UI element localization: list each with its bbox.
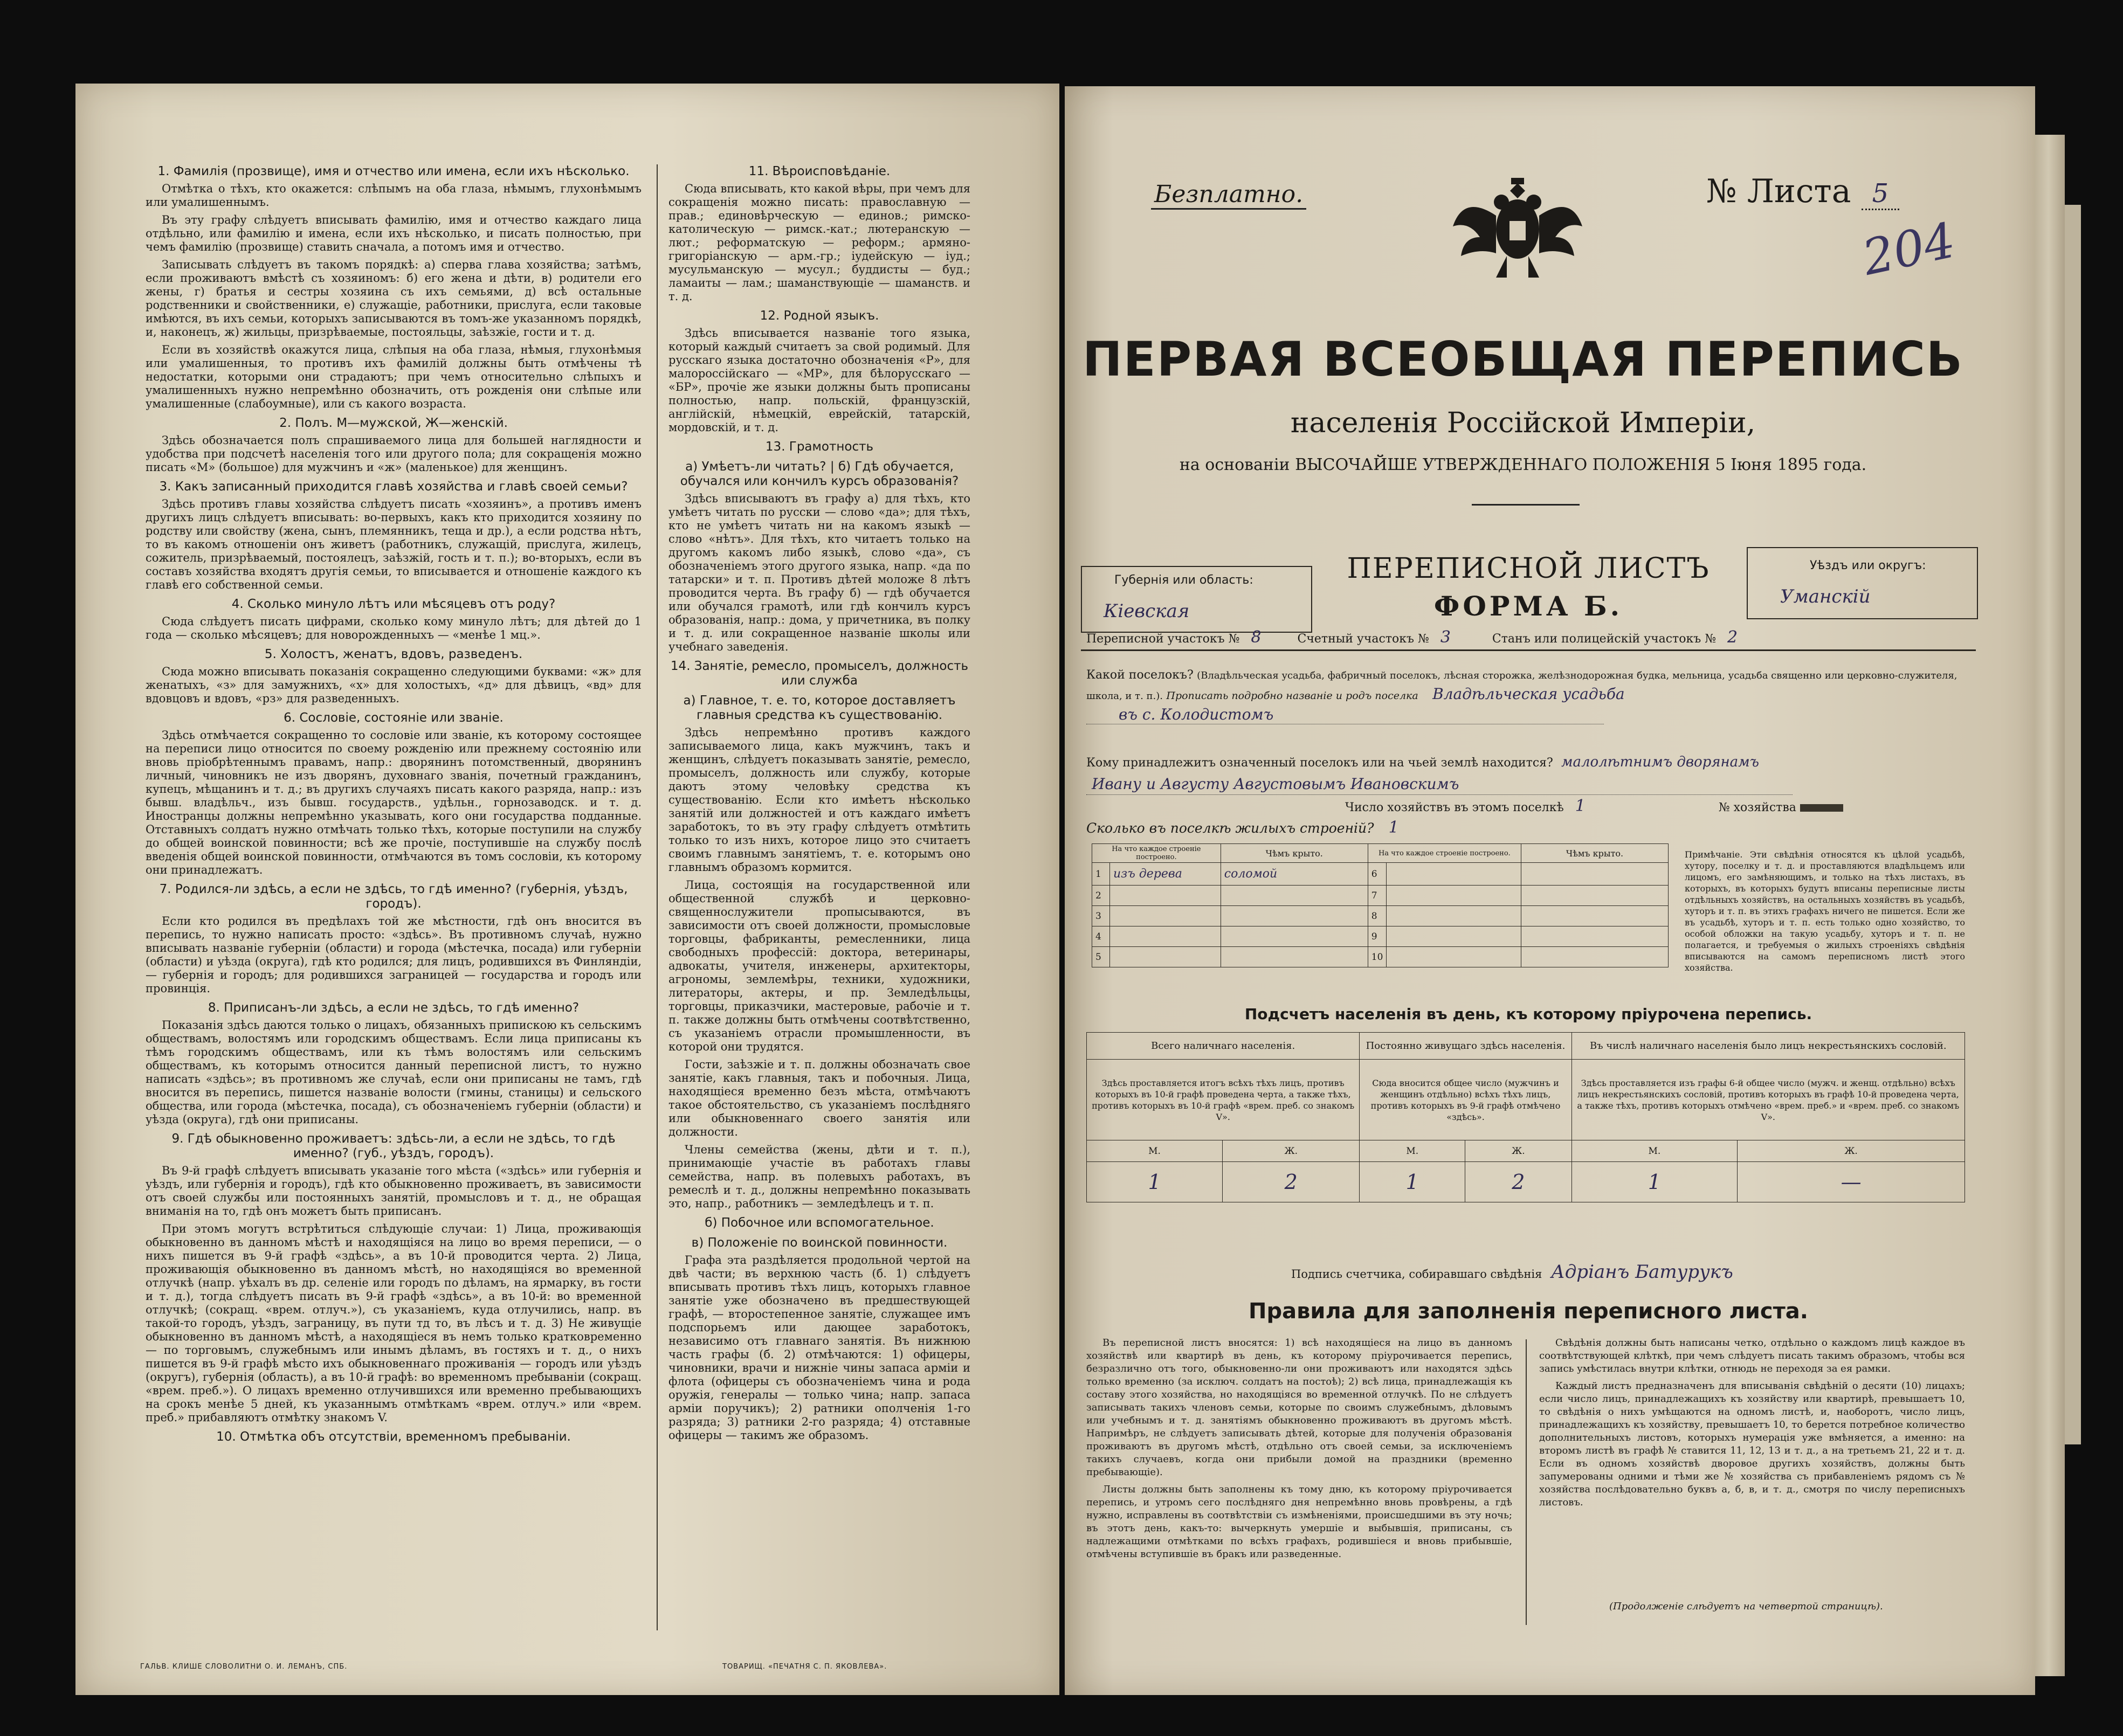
- rules-left-column: [1086, 1337, 1512, 1565]
- stan-label: Станъ или полицейскій участокъ №: [1492, 632, 1717, 646]
- signature-value: Адріанъ Батурукъ: [1551, 1261, 1733, 1283]
- paragraph: Записывать слѣдуетъ въ такомъ порядкѣ: а) сперва глава хозяйства; затѣмъ, если проживаютъ вмѣстѣ съ хозяиномъ: б) его жена и дѣти, в) родители его жены, г) братья и сестры хозяина съ ихъ семьями, д) всѣ остальные родственники и свойственники, е) служащіе, работники, прислуга, если таковые имѣются, въ ихъ семьи, которыхъ записываются въ томъ-же указанномъ порядкѣ, и, наконецъ, ж) жильцы, призрѣваемые, постояльцы, заѣзжіе, гости и т. д.: [146, 258, 642, 338]
- table-cell: [1387, 947, 1521, 967]
- table-cell: 2: [1092, 886, 1110, 906]
- paragraph: Отмѣтка о тѣхъ, кто окажется: слѣпымъ на оба глаза, нѣмымъ, глухонѣмымъ или умалишеннымъ.: [146, 182, 642, 209]
- buildings-col-header: Чѣмъ крыто.: [1221, 844, 1368, 863]
- paragraph: Здѣсь отмѣчается сокращенно то сословіе или званіе, къ которому состоящее на переписи лицо относится по своему рожденію или прежнему состоянію или вновь пріобрѣтеннымъ правамъ, напр.: дворянинъ потомственный, дворянинъ личный, чиновникъ не изъ дворянъ, духовнаго званія, почетный гражданинъ, купецъ, мѣщанинъ и т. д.; въ другихъ случаяхъ писать какого разряда, напр.: изъ бывш. владѣльч., изъ бывш. государств., удѣльн., горнозаводск. и т. д. Иностранцы должны непремѣнно указывать, кого они государства подданные. Отставныхъ солдатъ нужно отмѣчать только тѣхъ, которые поступили на службу до общей воинской повинности; всѣ же прочіе, поступившіе на службу послѣ введенія общей воинской повинности, отмѣчаются въ томъ сословіи, къ которому они принадлежатъ.: [146, 729, 642, 876]
- section-heading: 14. Занятіе, ремесло, промыселъ, должность или служба: [670, 659, 969, 688]
- gubernia-value: Кіевская: [1104, 600, 1190, 622]
- table-cell: 1: [1092, 863, 1110, 886]
- poselok-line: [1086, 666, 1960, 724]
- stan-value: 2: [1727, 628, 1738, 647]
- table-cell: [1221, 886, 1368, 906]
- signature-line: [1291, 1261, 1733, 1283]
- free-stamp: [1151, 181, 1306, 210]
- table-cell: [1387, 906, 1521, 926]
- left-column-instructions-1: [146, 159, 642, 1448]
- imperial-eagle-emblem: [1448, 162, 1588, 291]
- sheet-number: [1706, 172, 1899, 210]
- tally-desc: Здѣсь проставляется итогъ всѣхъ тѣхъ лицъ, противъ которыхъ въ 10-й графѣ проведена черта, а также тѣхъ, противъ которыхъ въ 10-й графѣ «врем. преб. со знакомъ V».: [1087, 1060, 1360, 1140]
- table-cell: [1221, 947, 1368, 967]
- section-heading: 8. Приписанъ-ли здѣсь, а если не здѣсь, то гдѣ именно?: [208, 1001, 580, 1015]
- gubernia-box: [1081, 566, 1312, 633]
- section-heading: 7. Родился-ли здѣсь, а если не здѣсь, то гдѣ именно? (губернія, уѣздъ, городъ).: [159, 882, 628, 911]
- paragraph: Члены семейства (жены, дѣти и т. п.), принимающіе участіе въ работахъ главы семейства, напр. въ полевыхъ работахъ, въ ремеслѣ и т. д., должны непремѣнно показывать это, напр., работникъ — земледѣлецъ и т. п.: [668, 1143, 970, 1210]
- population-tally-table: [1086, 1032, 1965, 1202]
- rules-divider: [1526, 1339, 1527, 1625]
- uchastok-value: 8: [1251, 628, 1262, 647]
- section-heading: 12. Родной языкъ.: [760, 309, 879, 323]
- paragraph: Если кто родился въ предѣлахъ той же мѣстности, гдѣ онъ вносится въ перепись, то нужно написать просто: «здѣсь». Въ противномъ случаѣ, нужно вписывать названіе губерніи (области) и города (мѣстечка, посада) или губерніи (области) и уѣзда (округа), гдѣ кто родился; для лицъ, родившихся въ Финляндіи, — губернія и городъ; для родившихся заграницей — государства и городъ или провинція.: [146, 915, 642, 995]
- section-heading: 9. Гдѣ обыкновенно проживаетъ: здѣсь-ли, а если не здѣсь, то гдѣ именно? (губ., уѣздъ, городъ).: [171, 1132, 616, 1160]
- table-cell: [1521, 926, 1669, 947]
- household-number-label: № хозяйства: [1718, 801, 1796, 814]
- uezd-label: Уѣздъ или округъ:: [1810, 559, 1926, 572]
- left-column-instructions-2: [668, 159, 970, 1447]
- column-divider: [657, 164, 658, 1630]
- page-stack-edge: [2065, 205, 2081, 1444]
- paragraph: Графа эта раздѣляется продольной чертой на двѣ части; въ верхнюю часть (б. 1) слѣдуетъ вписывать противъ тѣхъ лицъ, которыхъ главное занятіе уже обозначено въ предшествующей графѣ, — второстепенное занятіе, служащее имъ подспорьемъ или дающее заработокъ, независимо отъ главнаго занятія. Въ нижнюю часть графы (б. 2) отмѣчаются: 1) офицеры, чиновники, врачи и нижніе чины запаса армiи и флота (офицеры съ обозначеніемъ чина и рода оружія, генералы — только чина; напр. запаса армiи поручикъ); 2) ратники ополченія 1-го разряда; 3) ратники 2-го разряда; 4) отставные офицеры — такимъ же образомъ.: [668, 1254, 970, 1442]
- section-heading: 2. Полъ. М—мужской, Ж—женскій.: [279, 416, 508, 430]
- male-label: М.: [1360, 1140, 1465, 1162]
- legal-basis: на основаніи ВЫСОЧАЙШЕ УТВЕРЖДЕННАГО ПОЛОЖЕНІЯ 5 Іюня 1895 года.: [1179, 455, 1867, 474]
- section-heading: 11. Вѣроисповѣданіе.: [748, 164, 891, 178]
- paragraph: Здѣсь вписываютъ въ графу а) для тѣхъ, кто умѣетъ читать по русски — слово «да»; для тѣхъ, кто не умѣетъ читать ни на какомъ языкѣ — слово «нѣтъ». Для тѣхъ, кто читаетъ только на другомъ какомъ либо языкѣ, слово «да», съ обозначеніемъ этого другого языка, напр. «да по татарски» и т. п. Противъ дѣтей моложе 8 лѣтъ проводится черта. Въ графу б) — гдѣ обучается или обучался грамотѣ, или гдѣ кончилъ курсъ образованія, напр.: дома, у причетника, въ полку и т. д. или сокращенное названіе школы или учебнаго заведенія.: [668, 492, 970, 653]
- left-page: [75, 84, 1059, 1695]
- table-cell: [1110, 906, 1221, 926]
- poselok-label: Какой поселокъ?: [1086, 668, 1194, 682]
- table-cell: 4: [1092, 926, 1110, 947]
- owner-value-2: Ивану и Августу Августовымъ Ивановскимъ: [1086, 774, 1793, 795]
- tally-value: 2: [1465, 1162, 1571, 1202]
- paragraph: Сюда можно вписывать показанія сокращенно следующими буквами: «ж» для женатыхъ, «з» для замужнихъ, «х» для холостыхъ, «д» для дѣвицъ, «вд» для вдовцовъ и вдовъ, «рз» для разведенныхъ.: [146, 665, 642, 705]
- uezd-value: Уманскій: [1780, 586, 1871, 607]
- rule-paragraph: Листы должны быть заполнены къ тому дню, къ которому пріурочивается перепись, и утромъ сего послѣдняго дня непремѣнно вновь провѣрены, а гдѣ нужно, исправлены въ соотвѣтствіи съ измѣненіями, происшедшими въ эту ночь; въ этотъ день, какъ-то: вычеркнуть умершіе и выбывшія, приписаны, съ надлежащими отмѣтками по всѣхъ графахъ, родившіеся и вновь прибывшіе, отмѣчены вступившіе въ бракъ или разведенные.: [1086, 1484, 1512, 1560]
- schet-value: 3: [1440, 628, 1451, 647]
- printer-imprint-right: ТОВАРИЩ. «ПЕЧАТНЯ С. П. ЯКОВЛЕВА».: [722, 1663, 887, 1671]
- paragraph: Здѣсь обозначается полъ спрашиваемого лица для большей наглядности и удобства при подсчетѣ населенія того или другого пола; для сокращенія можно писать «М» (большое) для мужчинъ и «ж» (маленькое) для женщинъ.: [146, 434, 642, 474]
- household-count-line: [1345, 797, 1965, 815]
- separator: [1472, 504, 1580, 506]
- table-cell: изъ дерева: [1110, 863, 1221, 886]
- table-cell: [1110, 926, 1221, 947]
- section-heading: 5. Холостъ, женатъ, вдовъ, разведенъ.: [264, 647, 523, 661]
- paragraph: Здѣсь вписывается названіе того языка, который каждый считаетъ за свой родимый. Для русскаго языка достаточно обозначенія «Р», для малороссійскаго — «МР», для бѣлорусскаго — «БР», прочіе же языки должны быть прописаны полностью, напр. польскій, французскій, англійскій, нѣмецкій, еврейскій, татарскій, мордовскій, и т. д.: [668, 327, 970, 434]
- sheet-number-value: 5: [1862, 178, 1900, 210]
- tally-headers: [1087, 1033, 1965, 1060]
- table-cell: 8: [1368, 906, 1387, 926]
- form-title-1: ПЕРЕПИСНОЙ ЛИСТЪ: [1347, 552, 1710, 585]
- poselok-hint2: Прописать подробно названіе и родъ поселка: [1166, 690, 1418, 702]
- tally-value: 1: [1360, 1162, 1465, 1202]
- table-row: [1092, 906, 1669, 926]
- household-count-label: Число хозяйствъ въ этомъ поселкѣ: [1345, 801, 1564, 814]
- rules-right-column: [1539, 1337, 1965, 1513]
- household-count-value: 1: [1575, 797, 1586, 815]
- district-line: [1086, 628, 1960, 647]
- rule-paragraph: Свѣдѣнія должны быть написаны четко, отдѣльно о каждомъ лицѣ каждое въ соотвѣтствующей клѣткѣ, при чемъ слѣдуетъ писать такимъ образомъ, чтобы вся запись умѣстилась внутри клѣтки, отнюдь не переходя за ея рамки.: [1539, 1337, 1965, 1374]
- table-cell: [1387, 926, 1521, 947]
- tally-descriptions: [1087, 1060, 1965, 1140]
- uchastok-label: Переписной участокъ №: [1086, 632, 1240, 646]
- section-heading: 10. Отмѣтка объ отсутствіи, временномъ пребываніи.: [216, 1430, 571, 1444]
- poselok-value-1: Владѣльческая усадьба: [1432, 685, 1625, 703]
- section-heading: а) Главное, т. е. то, которое доставляетъ главныя средства къ существованію.: [683, 694, 956, 722]
- table-cell: [1521, 947, 1669, 967]
- table-cell: 6: [1368, 863, 1387, 886]
- buildings-col-header: На что каждое строеніе построено.: [1368, 844, 1521, 863]
- tally-value: 2: [1223, 1162, 1360, 1202]
- paragraph: Здѣсь непремѣнно противъ каждого записываемого лица, какъ мужчинъ, такъ и женщинъ, слѣдуетъ показывать занятіе, ремесло, промыселъ, должность или службу, которые даютъ этому человѣку средства къ существованію. Если кто имѣетъ нѣсколько занятій или должностей и отъ каждаго имѣетъ заработокъ, то въ эту графу слѣдуетъ отмѣтить только то изъ нихъ, которое лицо это считаетъ своимъ главнымъ занятіемъ, т. е. которымъ оно главнымъ образомъ кормится.: [668, 726, 970, 874]
- owner-label: Кому принадлежитъ означенный поселокъ или на чьей землѣ находится?: [1086, 756, 1553, 770]
- table-cell: 3: [1092, 906, 1110, 926]
- signature-label: Подпись счетчика, собиравшаго свѣдѣнія: [1291, 1268, 1542, 1281]
- section-heading: 3. Какъ записанный приходится главѣ хозяйства и главѣ своей семьи?: [159, 480, 628, 494]
- section-heading: 1. Фамилія (прозвище), имя и отчество или имена, если ихъ нѣсколько.: [157, 164, 630, 178]
- male-label: М.: [1087, 1140, 1223, 1162]
- paragraph: Сюда слѣдуетъ писать цифрами, сколько кому минуло лѣтъ; для дѣтей до 1 года — сколько мѣсяцевъ; для новорожденныхъ — «менѣе 1 мц.».: [146, 615, 642, 641]
- female-label: Ж.: [1738, 1140, 1965, 1162]
- paragraph: Здѣсь противъ главы хозяйства слѣдуетъ писать «хозяинъ», а противъ именъ другихъ лицъ слѣдуетъ вписывать: во-первыхъ, какъ кто приходится хозяину по родству или свойству (жена, сынъ, племянникъ, теща и др.), а если родства нѣтъ, то въ какомъ отношеніи онъ живетъ (работникъ, служащій, прислуга, жилецъ, сожитель, призрѣваемый, постоялецъ, заѣзжій, гость и т. п.); во-вторыхъ, если въ составъ хозяйства входятъ другія семьи, то вписывается и отношеніе каждого къ главѣ его собственной семьи.: [146, 497, 642, 591]
- paragraph: Лица, состоящія на государственной или общественной службѣ и церковно-священнослужители пропысываются, въ зависимости отъ своей должности, промысловые торговцы, фабриканты, ремесленники, лица свободныхъ профессій: доктора, ветеринары, адвокаты, учителя, инженеры, архитекторы, агрономы, землемѣры, техники, художники, литераторы, актеры, и пр. Земледѣльцы, торговцы, приказчики, мастеровые, рабочіе и т. п. также должны быть отмѣчены соотвѣтственно, съ указаніемъ отрасли промышленности, въ которой они трудятся.: [668, 879, 970, 1053]
- table-cell: [1521, 886, 1669, 906]
- tally-col-header: Всего наличнаго населенія.: [1087, 1033, 1360, 1060]
- paragraph: Сюда вписывать, кто какой вѣры, при чемъ для сокращенія можно писать: православную — прав.; единовѣрческую — единов.; римско-католическую — римск.-кат.; лютеранскую — лют.; реформатскую — реформ.; армяно-григоріанскую — арм.-гр.; іудейскую — іуд.; мусульманскую — мусул.; буддисты — буд.; ламаиты — лам.; шаманствующіе — шаманств. и т. д.: [668, 182, 970, 303]
- owner-value-1: малолѣтнимъ дворянамъ: [1561, 754, 1760, 770]
- tally-col-header: Постоянно живущаго здѣсь населенія.: [1360, 1033, 1571, 1060]
- table-cell: 10: [1368, 947, 1387, 967]
- buildings-value: 1: [1388, 818, 1399, 837]
- rule-paragraph: Въ переписной листъ вносятся: 1) всѣ находящіеся на лицо въ данномъ хозяйствѣ или квартирѣ въ день, къ которому пріурочивается перепись, безразлично отъ того, обыкновенно-ли они проживаютъ или находятся здѣсь только временно (за исключ. солдатъ на постоѣ); 2) всѣ лица, принадлежащія къ составу этого хозяйства, но находящіяся во временной отлучкѣ. По не слѣдуетъ записывать такихъ членовъ семьи, которые по своимъ служебнымъ, дѣловымъ или учебнымъ и т. д. занятіямъ обыкновенно проживаютъ въ другомъ мѣстѣ. Напримѣръ, не слѣдуетъ записывать дѣтей, которые для полученія образованія проживаютъ въ другомъ мѣстѣ, отдѣльно отъ своей семьи, за исключеніемъ такихъ случаевъ, когда они прибыли домой на праздники (временно пребывающіе).: [1086, 1337, 1512, 1478]
- printer-imprint-left: ГАЛЬВ. КЛИШЕ СЛОВОЛИТНИ О. И. ЛЕМАНЪ, СПБ.: [140, 1663, 348, 1671]
- gubernia-label: Губернія или область:: [1114, 573, 1253, 587]
- poselok-value-2: въ с. Колодистомъ: [1086, 706, 1604, 724]
- right-page-census-form: [1065, 86, 2035, 1695]
- section-heading: 13. Грамотность: [765, 440, 874, 454]
- table-cell: 7: [1368, 886, 1387, 906]
- table-cell: 9: [1368, 926, 1387, 947]
- handwritten-page-number: 204: [1857, 212, 1960, 287]
- paragraph: Гости, заѣзжіе и т. п. должны обозначать свое занятіе, какъ главныя, такъ и побочныя. Лица, находящіеся временно безъ мѣста, отмѣчаютъ такое обстоятельство, съ указаніемъ послѣдняго или обыкновеннаго своего занятія или должности.: [668, 1058, 970, 1138]
- tally-desc: Здѣсь проставляется изъ графы 6-й общее число (мужч. и женщ. отдѣльно) всѣхъ лицъ некрестьянскихъ сословій, противъ которыхъ въ графѣ 10-й проведена черта, а также тѣхъ, противъ которыхъ отмѣчено «врем. преб.» и «врем. преб. со знакомъ V».: [1571, 1060, 1965, 1140]
- table-cell: [1221, 926, 1368, 947]
- paragraph: Если въ хозяйствѣ окажутся лица, слѣпыя на оба глаза, нѣмыя, глухонѣмыя или умалишенныя, то противъ ихъ фамилій должны быть отмѣчены тѣ недостатки, которыми они страдаютъ; при чемъ относительно слѣпыхъ и умалишенныхъ нужно непремѣнно обозначить, отъ рожденія они слѣпые или умалишенные (слабоумные), или съ какого возраста.: [146, 343, 642, 410]
- tally-value: —: [1738, 1162, 1965, 1202]
- tally-value: 1: [1087, 1162, 1223, 1202]
- tally-title: Подсчетъ населенія въ день, къ которому пріурочена перепись.: [1244, 1005, 1812, 1023]
- table-row: [1092, 947, 1669, 967]
- table-cell: [1221, 906, 1368, 926]
- table-cell: [1387, 863, 1521, 886]
- paragraph: Показанія здѣсь даются только о лицахъ, обязанныхъ припискою къ сельскимъ обществамъ, волостямъ или городскимъ обществамъ. Если лица приписаны къ тѣмъ городскимъ обществамъ, или къ тѣмъ волостямъ или сельскимъ обществамъ, къ которымъ относится данный переписной листъ, то нужно написать «здѣсь»; въ противномъ же случаѣ, если они приписаны не тамъ, гдѣ вносится въ перепись, пишется названіе волости (гмины, станицы) и сельского общества, или города (мѣстечка, посада), съ обозначеніемъ губерніи (области) и уѣзда (округа), гдѣ они приписаны.: [146, 1019, 642, 1126]
- census-title: ПЕРВАЯ ВСЕОБЩАЯ ПЕРЕПИСЬ: [1083, 331, 1963, 387]
- census-subtitle: населенія Россійской Имперіи,: [1290, 407, 1756, 439]
- tally-desc: Сюда вносится общее число (мужчинъ и женщинъ отдѣльно) всѣхъ тѣхъ лицъ, противъ которыхъ въ 9-й графѣ отмѣчено «здѣсь».: [1360, 1060, 1571, 1140]
- table-cell: [1521, 863, 1669, 886]
- buildings-line: [1086, 818, 1399, 837]
- paragraph: При этомъ могутъ встрѣтиться слѣдующіе случаи: 1) Лица, проживающія обыкновенно въ данномъ мѣстѣ и находящіяся на лицо во время переписи, — о нихъ пишется въ 9-й графѣ «здѣсь», а въ 10-й проводится черта. 2) Лица, проживающія обыкновенно въ данномъ мѣстѣ, но находящіяся во временной отлучкѣ (напр. уѣхалъ въ др. селеніе или городъ по дѣламъ, на ярмарку, въ гости и т. д.), тогда слѣдуетъ писать въ 9-й графѣ «здѣсь», а въ 10-й: во временной отлучкѣ; (сокращ. «врем. отлуч.»), съ указаніемъ, куда отлучились, напр. въ такой-то городъ, уѣздъ, заграницу, въ пути тд то, въ лѣсъ и т. д. 3) Не живущіе обыкновенно въ данномъ мѣстѣ, а находящіеся въ немъ только кратковременно — по торговымъ, служебнымъ или инымъ дѣламъ, въ гостяхъ и т. д., о нихъ пишется въ 9-й графѣ мѣсто ихъ обыкновеннаго проживанія — городъ или уѣздъ (округъ), губернія (область), а въ 10-й графѣ: во временномъ пребываніи (сокращ. «врем. преб.»). О лицахъ временно отлучившихся или временно пребывающихъ на срокъ менѣе 5 дней, къ указаннымъ отмѣткамъ «врем. отлуч.» или «врем. преб.» прибавляютъ отмѣтку знакомъ V.: [146, 1222, 642, 1424]
- table-row: [1092, 926, 1669, 947]
- tally-col-header: Въ числѣ наличнаго населенія было лицъ некрестьянскихъ сословій.: [1571, 1033, 1965, 1060]
- table-cell: [1110, 947, 1221, 967]
- table-cell: [1110, 886, 1221, 906]
- free-label: Безплатно.: [1154, 181, 1304, 208]
- tally-sex-header: [1087, 1140, 1965, 1162]
- form-rule: [1081, 649, 1976, 651]
- buildings-col-header: На что каждое строеніе построено.: [1092, 844, 1221, 863]
- buildings-label: Сколько въ поселкѣ жилыхъ строеній?: [1086, 820, 1374, 836]
- rules-title: Правила для заполненія переписного листа.: [1249, 1299, 1808, 1324]
- section-heading: 4. Сколько минуло лѣтъ или мѣсяцевъ отъ роду?: [231, 597, 556, 611]
- tally-value: 1: [1571, 1162, 1738, 1202]
- paragraph: Въ эту графу слѣдуетъ вписывать фамилію, имя и отчество каждаго лица отдѣльно, или фамилію и имена, если ихъ нѣсколько, и писать полностью, при чемъ фамилію (прозвище) ставить сначала, а потомъ имя и отчество.: [146, 213, 642, 253]
- female-label: Ж.: [1465, 1140, 1571, 1162]
- sheet-number-label: № Листа: [1706, 172, 1851, 210]
- household-number-blank: [1800, 804, 1843, 812]
- schet-label: Счетный участокъ №: [1297, 632, 1429, 646]
- table-cell: соломой: [1221, 863, 1368, 886]
- table-row: [1092, 886, 1669, 906]
- note: Примѣчаніе. Эти свѣдѣнія относятся къ цѣлой усадьбѣ, хутору, поселку и т. д. и проставляются владѣльцемъ или лицомъ, его замѣняющимъ, и только на тѣхъ листахъ, въ которыхъ, въ которыхъ будутъ вписаны переписные листы отдѣльныхъ хозяйствъ, на остальныхъ хозяйствъ въ усадьбѣ, хуторъ и т. п. въ этихъ графахъ ничего не пишется. Если же въ усадьбѣ, хуторъ и т. п. есть только одно хозяйство, то особой обложки на такую усадьбу, хуторъ и т. п. не полагается, и требуемыя о жилыхъ строеніяхъ свѣдѣнія вписываются на самомъ переписномъ листѣ этого хозяйства.: [1685, 849, 1965, 973]
- table-cell: [1521, 906, 1669, 926]
- owner-line: [1086, 752, 1960, 795]
- page-stack-edge: [2032, 135, 2065, 1676]
- rule-paragraph: Каждый листъ предназначенъ для вписыванія свѣдѣній о десяти (10) лицахъ; если число лицъ, принадлежащихъ къ хозяйству или квартирѣ, превышаетъ 10, то свѣдѣнія о нихъ умѣщаются на одномъ листѣ, и, наоборотъ, число лицъ, принадлежащихъ къ хозяйству, превышаетъ 10, то берется потребное количество дополнительныхъ листовъ, которыхъ нумерація уже вмѣняется, а именно: на второмъ листѣ въ графѣ № ставится 11, 12, 13 и т. д., а на третьемъ 21, 22 и т. д. Если въ одномъ хозяйствѣ дворовое другихъ хозяйствъ, должны быть запумерованы одними и тѣми же № хозяйства съ прибавленіемъ рядомъ съ № хозяйства послѣдовательно буквъ а, б, в, и т. д., смотря по числу переписныхъ листовъ.: [1539, 1380, 1965, 1508]
- table-row: [1092, 863, 1669, 886]
- section-heading: а) Умѣетъ-ли читать? | б) Гдѣ обучается, обучался или кончилъ курсъ образованія?: [680, 460, 959, 488]
- poselok-hint: (Владѣльческая усадьба, фабричный поселокъ, лѣсная сторожка, желѣзнодорожная будка, мельница, усадьба священно или церковно-служителя, школа, и т. п.).: [1086, 670, 1957, 702]
- table-cell: 5: [1092, 947, 1110, 967]
- male-label: М.: [1571, 1140, 1738, 1162]
- female-label: Ж.: [1223, 1140, 1360, 1162]
- section-heading: в) Положеніе по воинской повинности.: [691, 1236, 948, 1250]
- tally-values: [1087, 1162, 1965, 1202]
- section-heading: 6. Сословіе, состояніе или званіе.: [284, 711, 504, 725]
- uezd-box: [1747, 547, 1978, 619]
- form-title-2: ФОРМА Б.: [1433, 590, 1623, 622]
- buildings-col-header: Чѣмъ крыто.: [1521, 844, 1669, 863]
- continued-note: (Продолженіе слѣдуетъ на четвертой страницѣ).: [1609, 1601, 1883, 1612]
- paragraph: Въ 9-й графѣ слѣдуетъ вписывать указаніе того мѣста («здѣсь» или губернія и уѣздъ, или губернія и городъ), гдѣ кто обыкновенно проживаетъ, въ зависимости отъ своей службы или постоянныхъ занятій, промысловъ и т. д., не обращая вниманія на то, гдѣ онъ можетъ быть приписанъ.: [146, 1164, 642, 1218]
- buildings-table-header: [1092, 844, 1669, 863]
- table-cell: [1387, 886, 1521, 906]
- section-heading: б) Побочное или вспомогательное.: [705, 1216, 934, 1230]
- buildings-table: [1092, 843, 1669, 967]
